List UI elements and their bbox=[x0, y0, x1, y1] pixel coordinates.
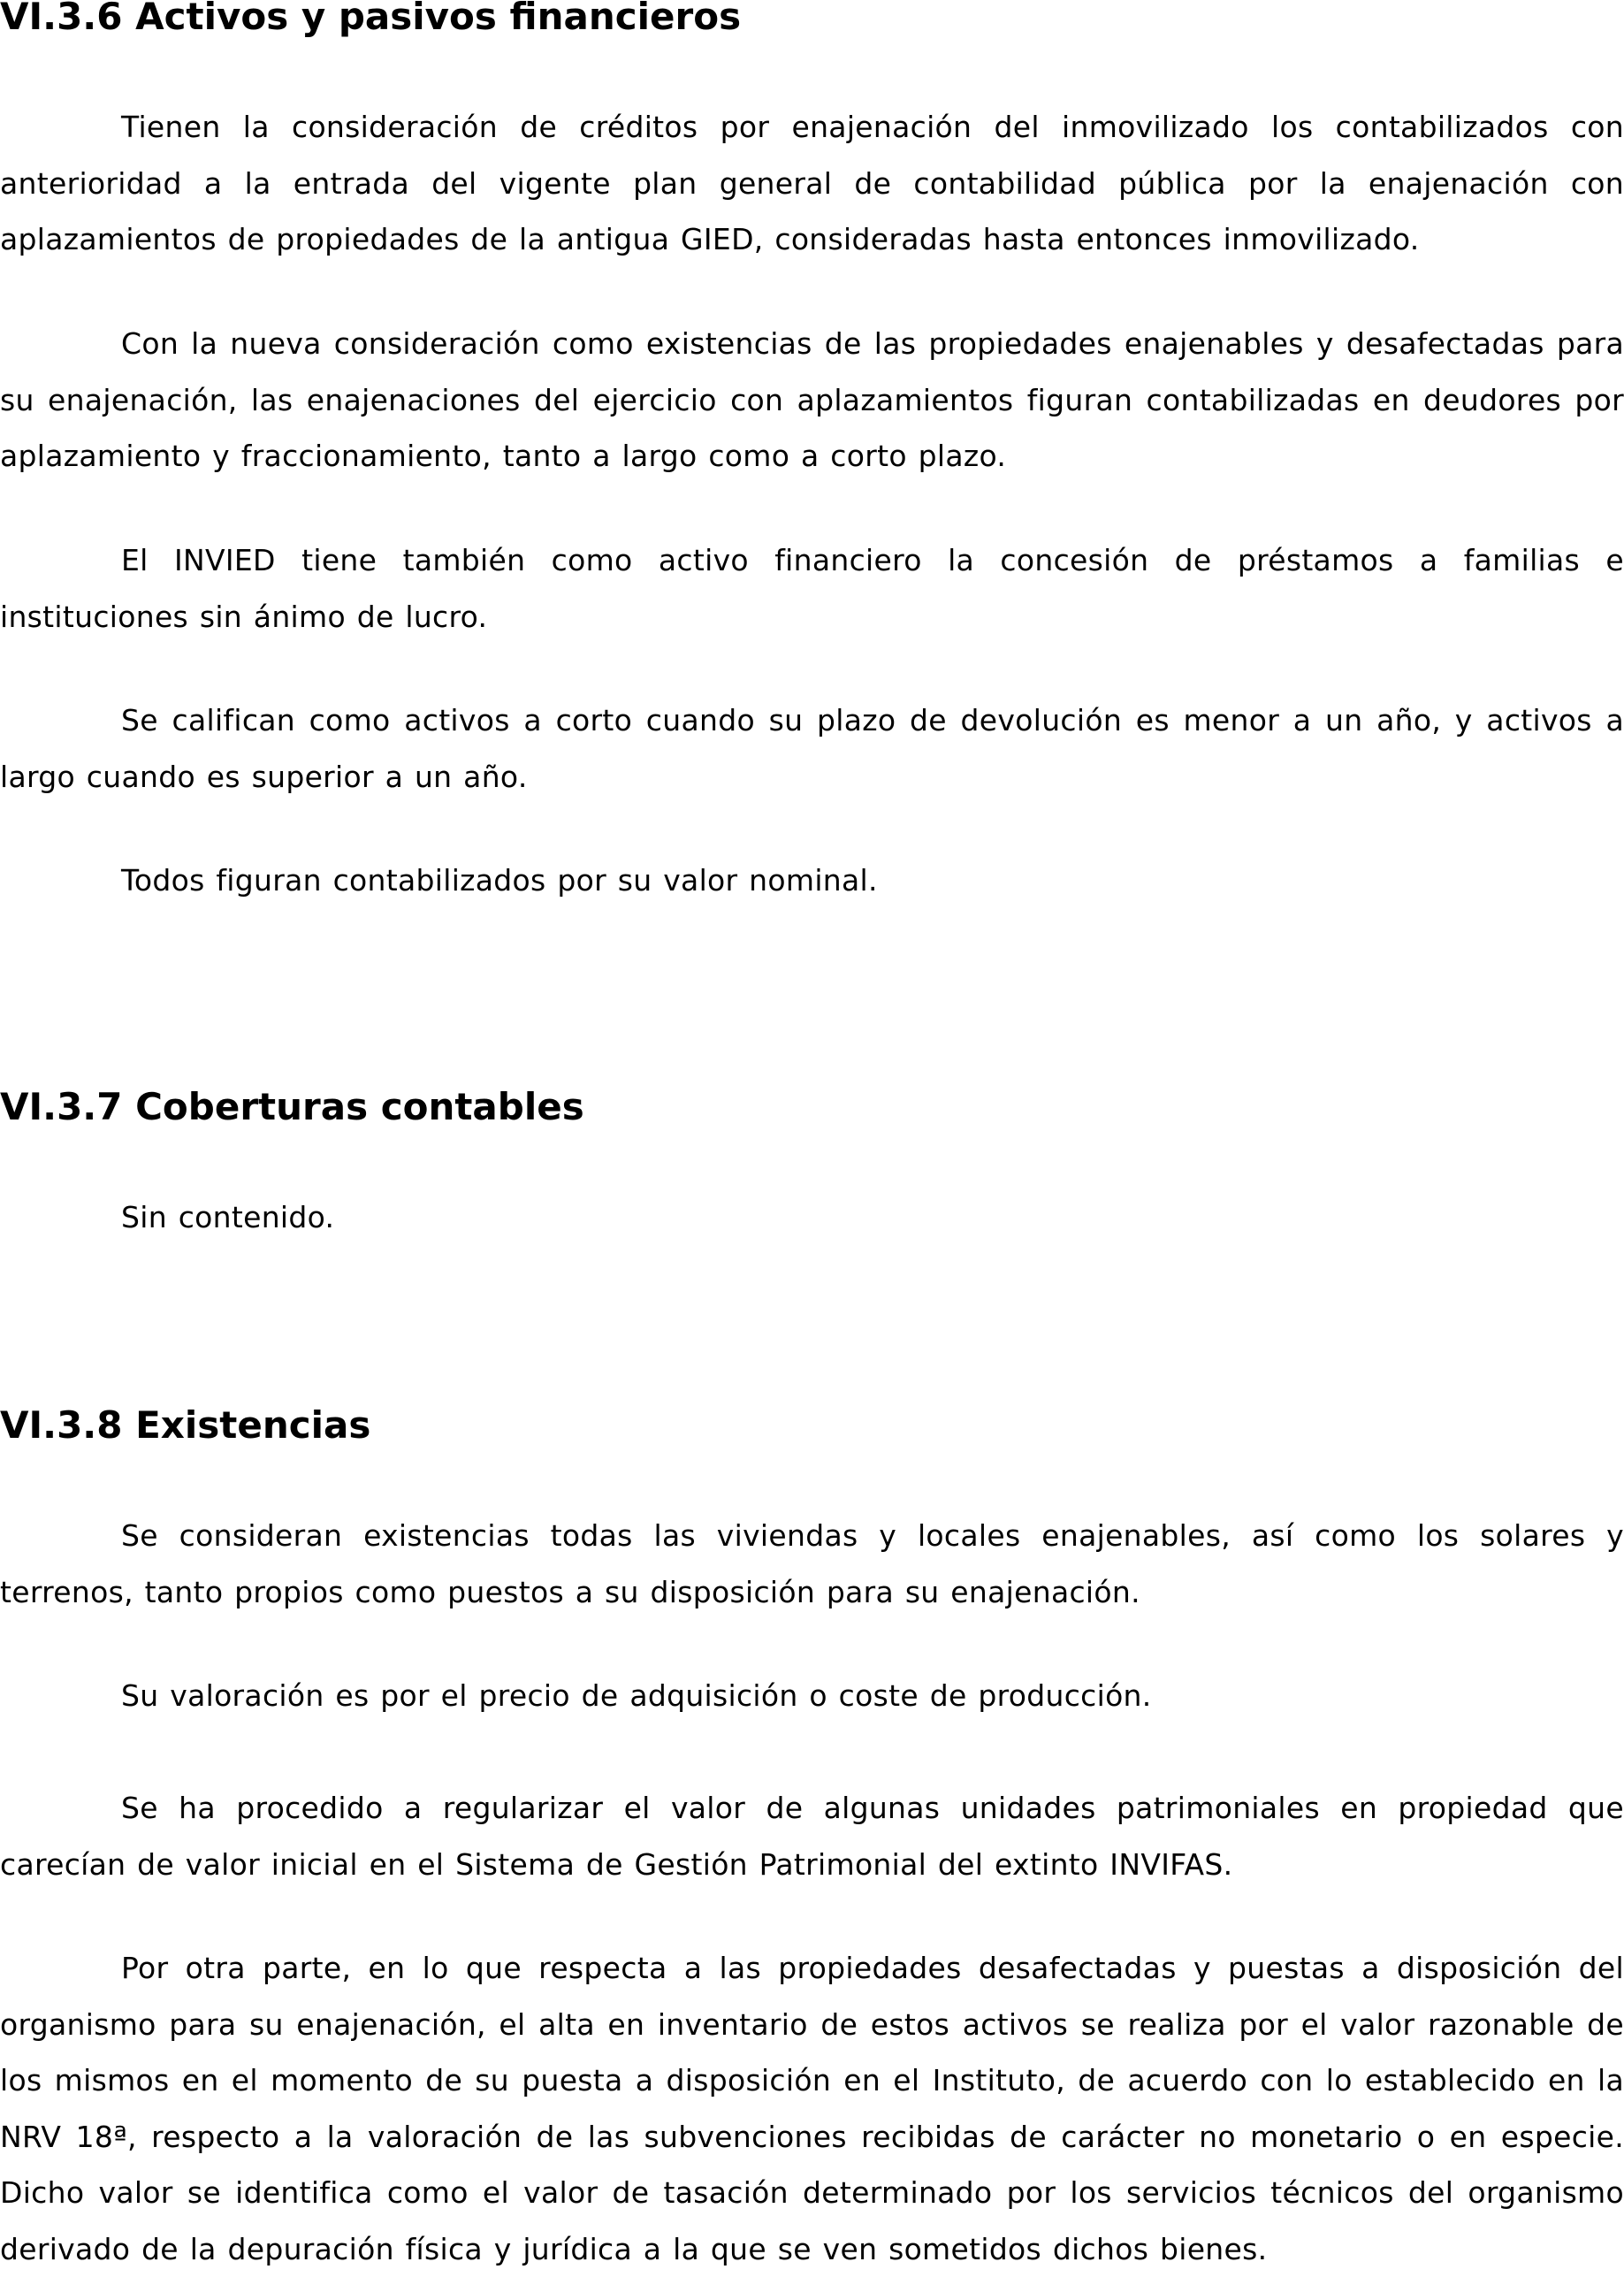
section-heading-coberturas: VI.3.7 Coberturas contables bbox=[0, 1085, 584, 1128]
paragraph-prestamos: El INVIED tiene también como activo financiero la concesión de préstamos a familias e instituciones sin ánimo de lucro. bbox=[0, 543, 1624, 634]
paragraph-existencias-definicion: Se consideran existencias todas las viviendas y locales enajenables, así como los solares y terrenos, tanto propios como puestos a su disposición para su enajenación. bbox=[0, 1518, 1624, 1609]
paragraph-valor-nominal: Todos figuran contabilizados por su valor nominal. bbox=[121, 863, 878, 898]
paragraph-calificacion-plazo: Se califican como activos a corto cuando su plazo de devolución es menor a un año, y activos a largo cuando es superior a un año. bbox=[0, 703, 1624, 794]
section-heading-activos-pasivos: VI.3.6 Activos y pasivos financieros bbox=[0, 0, 742, 38]
paragraph-regularizacion: Se ha procedido a regularizar el valor de algunas unidades patrimoniales en propiedad que carecían de valor inicial en el Sistema de Gestión Patrimonial del extinto INVIFAS. bbox=[0, 1791, 1624, 1882]
section-heading-existencias: VI.3.8 Existencias bbox=[0, 1403, 371, 1447]
paragraph-propiedades-desafectadas: Por otra parte, en lo que respecta a las propiedades desafectadas y puestas a disposición del organismo para su enajenación, el alta en inventario de estos activos se realiza por el valor razonable de los mismos en el momento de su puesta a disposición en el Instituto, de acuerdo con lo establecido en la NRV 18ª, respecto a la valoración de las subvenciones recibidas de carácter no monetario o en especie. Dicho valor se identifica como el valor de tasación determinado por los servicios técnicos del organismo derivado de la depuración física y jurídica a la que se ven sometidos dichos bienes. bbox=[0, 1951, 1624, 2266]
paragraph-sin-contenido: Sin contenido. bbox=[121, 1200, 335, 1234]
paragraph-creditos-enajenacion: Tienen la consideración de créditos por enajenación del inmovilizado los contabilizados con anterioridad a la entrada del vigente plan general de contabilidad pública por la enajenación con aplazamientos de propiedades de la antigua GIED, consideradas hasta entonces inmovilizado. bbox=[0, 110, 1624, 256]
paragraph-nueva-consideracion: Con la nueva consideración como existencias de las propiedades enajenables y desafectadas para su enajenación, las enajenaciones del ejercicio con aplazamientos figuran contabilizadas en deudores por aplazamiento y fraccionamiento, tanto a largo como a corto plazo. bbox=[0, 326, 1624, 473]
paragraph-valoracion: Su valoración es por el precio de adquisición o coste de producción. bbox=[121, 1678, 1152, 1713]
